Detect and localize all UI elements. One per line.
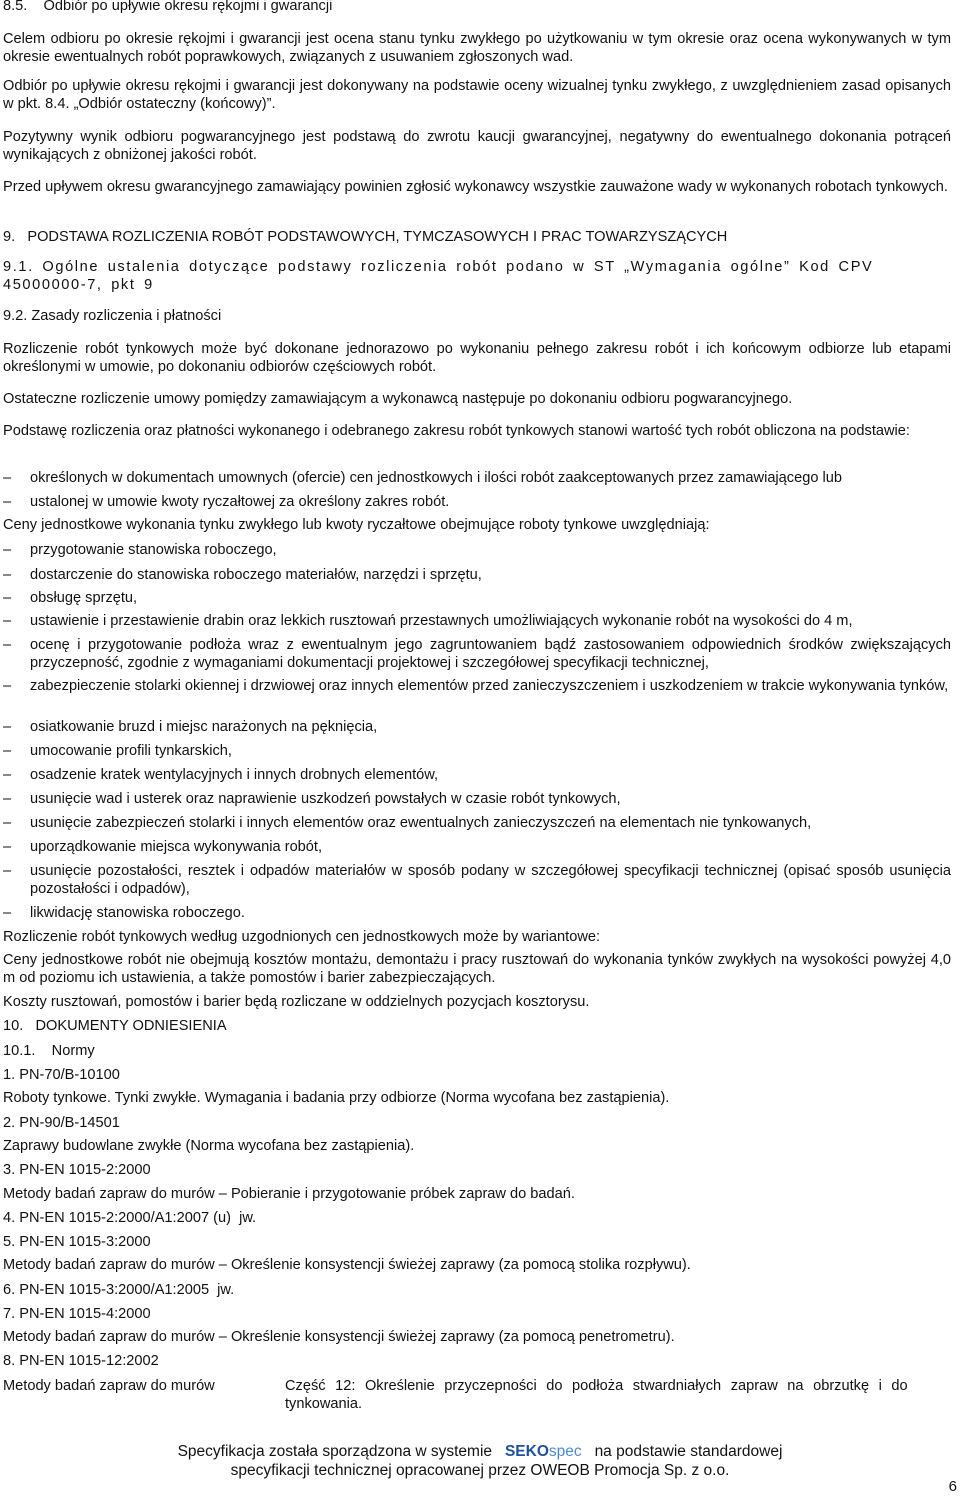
- list-item: [3, 790, 951, 808]
- paragraph: Rozliczenie robót tynkowych może być dokonane jednorazowo po wykonaniu pełnego zakresu robót i ich końcowym odbiorze lub etapami określonymi w umowie, po dokonaniu odbiorów częściowych robót.: [3, 341, 951, 375]
- dash-bullet: –: [3, 863, 12, 879]
- paragraph: Koszty rusztowań, pomostów i barier będą rozliczane w oddzielnych pozycjach kosztorysu.: [3, 994, 590, 1010]
- dash-bullet: –: [3, 613, 12, 629]
- logo-text-spec: spec: [548, 1443, 582, 1460]
- section-heading-9: 9. PODSTAWA ROZLICZENIA ROBÓT PODSTAWOWYCH, TYMCZASOWYCH I PRAC TOWARZYSZĄCYCH: [3, 229, 728, 245]
- dash-bullet: –: [3, 637, 12, 653]
- norm-code: 8. PN-EN 1015-12:2002: [3, 1353, 159, 1369]
- dash-bullet: –: [3, 494, 12, 510]
- norm-description: Roboty tynkowe. Tynki zwykłe. Wymagania i badania przy odbiorze (Norma wycofana bez zastąpienia).: [3, 1090, 670, 1106]
- list-item: [3, 541, 951, 559]
- paragraph: Ceny jednostkowe robót nie obejmują kosztów montażu, demontażu i pracy rusztowań do wykonania tynków zwykłych na wysokości powyżej 4,0 m od poziomu ich ustawienia, a także pomostów i barier zabezpieczających.: [3, 952, 951, 986]
- norm-code: 2. PN-90/B-14501: [3, 1115, 120, 1131]
- footer-line-1: [0, 1442, 960, 1461]
- list-item: [3, 766, 951, 784]
- paragraph: Przed upływem okresu gwarancyjnego zamawiający powinien zgłosić wykonawcy wszystkie zauważone wady w wykonanych robotach tynkowych.: [3, 179, 948, 195]
- section-heading-9-2: 9.2. Zasady rozliczenia i płatności: [3, 308, 222, 324]
- norm-description: [3, 1377, 951, 1413]
- list-item-text: usunięcie pozostałości, resztek i odpadów materiałów w sposób podany w szczegółowej specyfikacji technicznej (opisać sposób usunięcia pozostałości i odpadów),: [30, 863, 951, 897]
- list-item-text: usunięcie wad i usterek oraz naprawienie uszkodzeń powstałych w czasie robót tynkowych,: [30, 791, 621, 807]
- norm-code: 3. PN-EN 1015-2:2000: [3, 1162, 151, 1178]
- list-item-text: osiatkowanie bruzd i miejsc narażonych na pęknięcia,: [30, 719, 378, 735]
- norm-description: Metody badań zapraw do murów – Pobieranie i przygotowanie próbek zapraw do badań.: [3, 1186, 575, 1202]
- dash-bullet: –: [3, 470, 12, 486]
- paragraph: Odbiór po upływie okresu rękojmi i gwarancji jest dokonywany na podstawie oceny wizualnej tynku zwykłego, z uwzględnieniem zasad opisanych w pkt. 8.4. „Odbiór ostateczny (końcowy)”.: [3, 78, 951, 112]
- logo-text-seko: SEKO: [504, 1443, 549, 1460]
- footer-line-2: specyfikacji technicznej opracowanej przez OWEOB Promocja Sp. z o.o.: [230, 1462, 730, 1479]
- paragraph: Pozytywny wynik odbioru pogwarancyjnego jest podstawą do zwrotu kaucji gwarancyjnej, negatywny do ewentualnego dokonania potrąceń wynikających z obniżonej jakości robót.: [3, 129, 951, 163]
- paragraph: Celem odbioru po okresie rękojmi i gwarancji jest ocena stanu tynku zwykłego po użytkowaniu w tym okresie oraz ocena wykonywanych w tym okresie ewentualnych robót poprawkowych, związanych z usuwaniem zgłoszonych wad.: [3, 31, 951, 65]
- list-item-text: dostarczenie do stanowiska roboczego materiałów, narzędzi i sprzętu,: [30, 567, 482, 583]
- page-number: 6: [948, 1478, 957, 1495]
- dash-bullet: –: [3, 567, 12, 583]
- dash-bullet: –: [3, 542, 12, 558]
- list-item: [3, 636, 951, 672]
- dash-bullet: –: [3, 743, 12, 759]
- norm-code: 7. PN-EN 1015-4:2000: [3, 1306, 151, 1322]
- list-item: [3, 612, 951, 630]
- dash-bullet: –: [3, 678, 12, 694]
- section-heading-10-1: 10.1. Normy: [3, 1043, 95, 1059]
- paragraph: Ceny jednostkowe wykonania tynku zwykłego lub kwoty ryczałtowe obejmujące roboty tynkowe uwzględniają:: [3, 517, 710, 533]
- dash-bullet: –: [3, 905, 12, 921]
- norm-code: 6. PN-EN 1015-3:2000/A1:2005 jw.: [3, 1282, 235, 1298]
- list-item-text: określonych w dokumentach umownych (ofercie) cen jednostkowych i ilości robót zaakceptowanych przez zamawiającego lub: [30, 470, 842, 486]
- list-item-text: obsługę sprzętu,: [30, 590, 138, 606]
- list-item: [3, 589, 951, 607]
- norm-code: 5. PN-EN 1015-3:2000: [3, 1234, 151, 1250]
- norm-description: Metody badań zapraw do murów – Określenie konsystencji świeżej zaprawy (za pomocą penetrometru).: [3, 1329, 675, 1345]
- list-item-text: osadzenie kratek wentylacyjnych i innych drobnych elementów,: [30, 767, 439, 783]
- norm-code: 4. PN-EN 1015-2:2000/A1:2007 (u) jw.: [3, 1210, 257, 1226]
- section-heading-10: 10. DOKUMENTY ODNIESIENIA: [3, 1018, 227, 1034]
- dash-bullet: –: [3, 590, 12, 606]
- footer-text-before: Specyfikacja została sporządzona w systemie: [177, 1443, 493, 1460]
- list-item: [3, 718, 951, 736]
- list-item: [3, 566, 951, 584]
- paragraph: Ostateczne rozliczenie umowy pomiędzy zamawiającym a wykonawcą następuje po dokonaniu odbioru pogwarancyjnego.: [3, 391, 793, 407]
- sekospec-logo: [505, 1443, 582, 1460]
- dash-bullet: –: [3, 719, 12, 735]
- paragraph: Podstawę rozliczenia oraz płatności wykonanego i odebranego zakresu robót tynkowych stanowi wartość tych robót obliczona na podstawie:: [3, 423, 910, 439]
- list-item-text: umocowanie profili tynkarskich,: [30, 743, 232, 759]
- list-item-text: zabezpieczenie stolarki okiennej i drzwiowej oraz innych elementów przed zanieczyszczeniem i uszkodzeniem w trakcie wykonywania tynków,: [30, 678, 949, 694]
- footer-text-after: na podstawie standardowej: [594, 1443, 783, 1460]
- list-item-text: uporządkowanie miejsca wykonywania robót,: [30, 839, 323, 855]
- section-heading-9-1: 9.1. Ogólne ustalenia dotyczące podstawy rozliczenia robót podano w ST „Wymagania ogólne” Kod CPV 45000000-7, pkt 9: [3, 259, 874, 293]
- norm-description-lead: Metody badań zapraw do murów: [3, 1378, 215, 1394]
- list-item-text: ustawienie i przestawienie drabin oraz lekkich rusztowań przestawnych umożliwiających wykonanie robót na wysokości do 4 m,: [30, 613, 853, 629]
- list-item-text: usunięcie zabezpieczeń stolarki i innych elementów oraz ewentualnych zanieczyszczeń na elementach nie tynkowanych,: [30, 815, 812, 831]
- page-footer: [0, 1442, 960, 1480]
- list-item: [3, 838, 951, 856]
- list-item-text: ocenę i przygotowanie podłoża wraz z ewentualnym jego zagruntowaniem bądź zastosowaniem odpowiednich środków zwiększających przyczepność, zgodnie z wymaganiami dokumentacji projektowej i szczegółowej specyfikacji technicznej,: [30, 637, 951, 671]
- dash-bullet: –: [3, 791, 12, 807]
- norm-code: 1. PN-70/B-10100: [3, 1067, 120, 1083]
- list-item: [3, 814, 951, 832]
- norm-description: Metody badań zapraw do murów – Określenie konsystencji świeżej zaprawy (za pomocą stolika rozpływu).: [3, 1257, 691, 1273]
- dash-bullet: –: [3, 815, 12, 831]
- list-item: [3, 862, 951, 898]
- dash-bullet: –: [3, 839, 12, 855]
- dash-bullet: –: [3, 767, 12, 783]
- section-heading-8-5: 8.5. Odbiór po upływie okresu rękojmi i gwarancji: [3, 0, 333, 14]
- norm-description-rest: Część 12: Określenie przyczepności do podłoża stwardniałych zapraw na obrzutkę i do tynkowania.: [285, 1378, 908, 1412]
- norm-description: Zaprawy budowlane zwykłe (Norma wycofana bez zastąpienia).: [3, 1138, 415, 1154]
- list-item: [3, 469, 951, 487]
- list-item: [3, 742, 951, 760]
- list-item: [3, 677, 951, 695]
- list-item-text: przygotowanie stanowiska roboczego,: [30, 542, 277, 558]
- paragraph: Rozliczenie robót tynkowych według uzgodnionych cen jednostkowych może by wariantowe:: [3, 929, 601, 945]
- list-item: [3, 493, 951, 511]
- list-item: [3, 904, 951, 922]
- list-item-text: likwidację stanowiska roboczego.: [30, 905, 245, 921]
- list-item-text: ustalonej w umowie kwoty ryczałtowej za określony zakres robót.: [30, 494, 450, 510]
